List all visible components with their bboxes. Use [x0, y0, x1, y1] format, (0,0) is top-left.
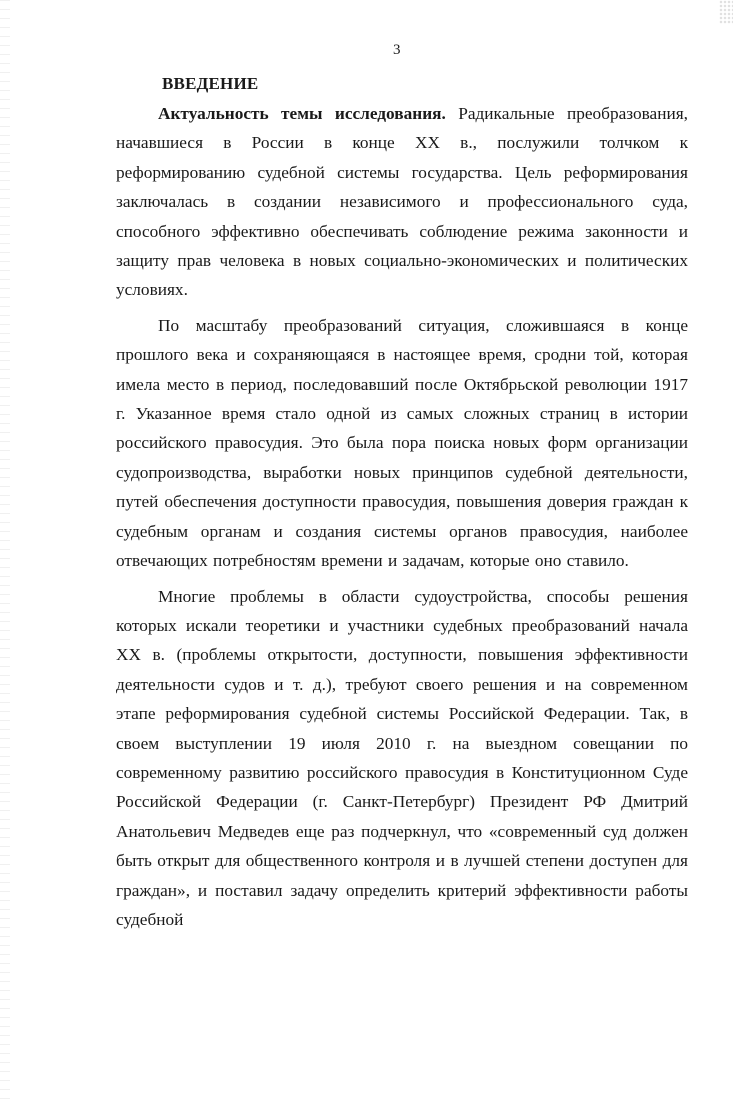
page-number: 3 [393, 42, 401, 58]
paragraph-problems [116, 582, 688, 935]
paragraph-scale [116, 311, 688, 576]
paragraph-text: Радикальные преобразования, начавшиеся в России в конце XX в., послужили толчком к реформированию судебной системы государства. Цель реформирования заключалась в создании независимого и профессионального суда, способного эффективно обеспечивать соблюдение режима законности и защиту прав человека в новых социально-экономических и политических условиях. [116, 104, 688, 300]
scan-edge-artifact [0, 0, 10, 1100]
paragraph-relevance [116, 99, 688, 305]
paragraph-text: По масштабу преобразований ситуация, сложившаяся в конце прошлого века и сохраняющаяся в настоящее время, сродни той, которая имела место в период, последовавший после Октябрьской революции 1917 г. Указанное время стало одной из самых сложных страниц в истории российского правосудия. Это была пора поиска новых форм организации судопроизводства, выработки новых принципов судебной деятельности, путей обеспечения доступности правосудия, повышения доверия граждан к судебным органам и создания системы органов правосудия, наиболее отвечающих потребностям времени и задачам, которые оно ставило. [116, 315, 688, 571]
scan-corner-artifact [719, 0, 733, 24]
section-heading: ВВЕДЕНИЕ [162, 74, 259, 93]
paragraph-text: Многие проблемы в области судоустройства, способы решения которых искали теоретики и участники судебных преобразований начала XX в. (проблемы открытости, доступности, повышения эффективности деятельности судов и т. д.), требуют своего решения и на современном этапе реформирования судебной системы Российской Федерации. Так, в своем выступлении 19 июля 2010 г. на выездном совещании по современному развитию российского правосудия в Конституционном Суде Российской Федерации (г. Санкт-Петербург) Президент РФ Дмитрий Анатольевич Медведев еще раз подчеркнул, что «современный суд должен быть открыт для общественного контроля и в лучшей степени доступен для граждан», и поставил задачу определить критерий эффективности работы судебной [116, 586, 688, 929]
paragraph-lead: Актуальность темы исследования. [158, 104, 446, 123]
body-text [116, 99, 688, 934]
